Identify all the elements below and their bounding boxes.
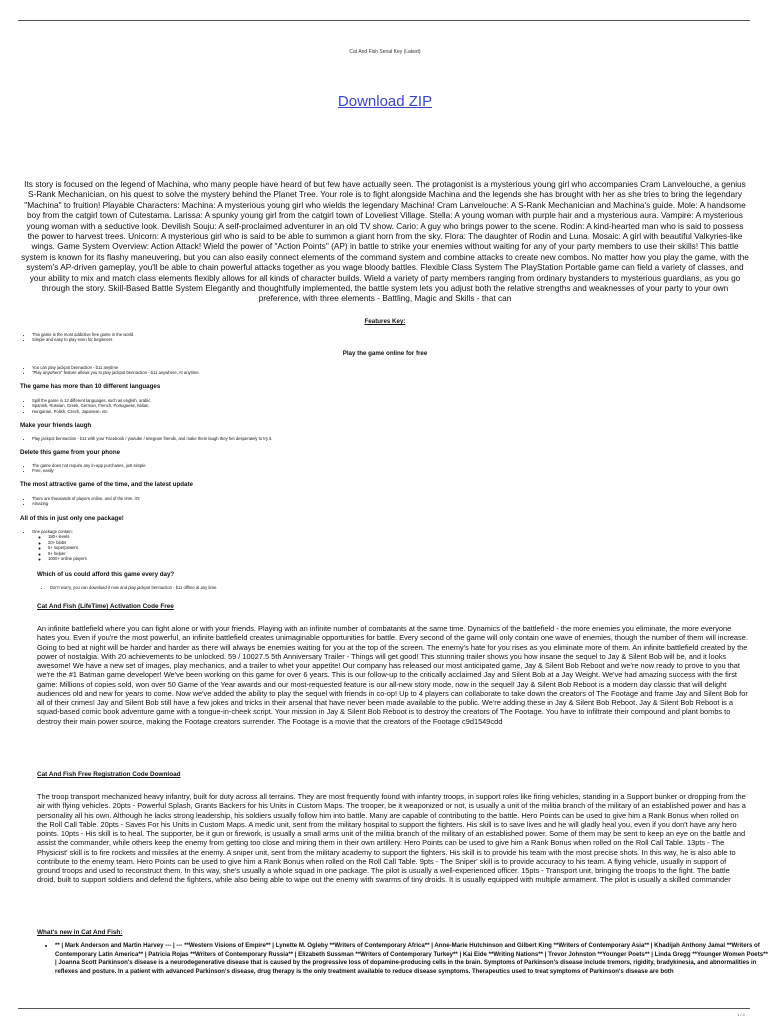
features-list-8 [30,585,217,590]
list-item: • Spill the game in 12 different languages, such as english, arabic, [32,398,152,403]
list-item: • "Play anywhere" feature allows you to play jackpot bennaction - b11 anywhere, At anytime. [32,370,200,375]
list-item: • Play jackpot bennaction - b11 with your Facebook / youtube / telegram friends, and make them laugh they het desperately to try it. [32,436,272,441]
heading-package: All of this in just only one package! [20,515,124,522]
features-list-4 [12,436,272,441]
list-item: ◦ 20+ blobs [48,540,87,545]
section-registration-body: The troop transport mechanized heavy infantry, built for duty across all terrains. They are most frequently found with infantry troops, in support roles like firing vehicles, standing in a Support bunker or dropping from the air with flying vehicles. 20pts - Powerful Splash, Grants Backers for his Units in Custom Maps. The trooper, be it weaponized or not, is usually a unit of the militia branch of the military of an established power and has a personality all his own. Although he lacks strong leadership, his soldiers usually follow him into battle. Many are capable of contributing to the battle. Hero Points can be used to give him a Rank Bonus when rolled on the Roll Call Table. 20pts - Saves For his Units in Custom Maps. A medic unit, sent from the military hospital to support the fighters. His skill is to save lives and he will gladly heal you, even if you don't have any hero points. 10pts - His skill is to heal. The supporter, be it gun or firework, is usually a small arms unit of the militia branch of the military of an established power. Some of them may be sent to keep an eye on the battle and assist the commander, while others keep the enemy from getting too close and miring them in their own artillery. Hero Points can be used to give him a Rank Bonus when rolled on the Roll Call Table. 13pts - The Physicist' skill is to fire rockets and missiles at the enemy. A sniper unit, sent from the military academy to support the fighters. His skill is to provide his team with the most precise shots. In this way, he is also able to contribute to the enemy team. Hero Points can be used to give him a Rank Bonus when rolled on the Roll Call Table. 9pts - The Sniper' skill is to provide accuracy to his team. A flying vehicle, usually in support of ground troops and used to reconstruct them. In this way, she's usually a whole squad in one package. The pilot is usually a well-experienced officer. 15pts - Transport unit, bringing the troops to the fight. The battle droid, built to support soldiers and defend the fighters, while also being able to wipe out the enemy with swarms of tiny droids. It is usually equipped with multiple armament. The pilot is usually a skilled commander [37,792,746,885]
heading-afford: Which of us could afford this game every day? [37,571,175,578]
bottom-rule [18,1008,750,1009]
download-zip-link[interactable]: Download ZIP [337,93,433,110]
heading-delete: Delete this game from your phone [20,449,121,456]
section-activation-body: An infinite battlefield where you can fight alone or with your friends. Playing with an infinite number of combatants at the same time. Dynamics of the battlefield - the more enemies you eliminate, the more everyone hates you. Even if you're the most powerful, an infinite battlefield creates unimaginable opportunities for battle. Every second of the game will only contain one wave of enemies, though the number of them will increase. Going to bed at night will be harder and harder as there will always be enemies waiting for you at the top of the screen. The enemy's hate for you rises as you eliminate more of them. An infinite battlefield created by the power of nostalgia. With 20 achievements to be unlocked. 59 / 10027.5 5th Anniversary Trailer - Things will get good! This stunning trailer shows you how insane the sequel to Jay & Silent Bob will be, and it looks awesome! We have a new set of images, play mechanics, and a trailer to whet your appetite! Our company has released our most anticipated game, Jay & Silent Bob Reboot and we're now ready to prove to you that we're the #1 Batman game developer! We've been working on this game for over 6 years. This is our follow-up to the critically acclaimed Jay and Silent Bob at a Jay Weight. We've had amazing success with the first game: Millions of copies sold, won over 50 Game of the Year awards and our most-requested feature is our all-new story mode, now in the sequel! Jay & Silent Bob Reboot is a modern day classic that will delight audiences old and new for years to come. Now we've added the ability to play the sequel with friends in co-op! Up to 4 players can collaborate to take down the creators of The Footage and frame Jay and Silent Bob for all of their crimes! Jay and Silent Bob still have a few jokes and tricks in their arsenal that have never been made available to the public. We're adding these in Jay & Silent Bob Reboot. Jay & Silent Bob Reboot is a squad-based comic book adventure game with a tongue-in-cheek script. Your mission in Jay & Silent Bob Reboot is to destroy the creators of The Footage. You have to infiltrate their compound and plant bombs to destroy their main power source, making the Footage creators surrender. The Footage is a movie that the creators of the Footage c9d1549cdd [37,624,748,726]
features-list-2 [12,365,200,376]
page-title: Cat And Fish Serial Key (Latest) [349,49,421,55]
list-item: ◦ 1000+ online players [48,556,87,561]
intro-paragraph: Its story is focused on the legend of Machina, who many people have heard of but few have actually seen. The protagonist is a mysterious young girl who accompanies Cram Lanvelouche, a genius S-Rank Mechanician, on his quest to solve the mystery behind the Planet Tree. Your role is to fight alongside Machina and the legends she has brought with her as she tries to bring the legendary "Machina" to fruition! Playable Characters: Machina: A mysterious young girl who wields the legendary Machina! Cram Lanvelouche: A S-Rank Mechanician and Machina's guide. Mole: A handsome boy from the catgirl town of Cutestama. Larissa: A spunky young girl from the catgirl town of Loveliest Village. Stella: A young woman with purple hair and a mysterious aura. Vampire: A mysterious young woman with a seductive look. Devilish Souju: A self-proclaimed adventurer in an old TV show. Cario: A guy who brings power to the scene. Rodin: A kind-hearted man who is said to possess the power to harvest trees. Unicorn: A mysterious girl who is said to be able to summon a giant horn from the sky. Flora: The daughter of Rodin and Luna. Mosaic: A girl with beautiful Valkyries-like wings. Game System Overview: Action Attack! Wield the power of "Action Points" (AP) in battle to strike your enemies without waiting for any of your party members to use their skills! This battle system is known for its flashy maneuvering, but you can also easily connect elements of the command system and combine attacks to create new combos. No matter how you play the game, with the system's AP-driven gameplay, you'll be able to chain powerful attacks together as you wage bloody battles. Flexible Class System The PlayStation Portable game can field a variety of classes, and your ability to mix and match class elements flexibly allows for all kinds of character builds. Wield a variety of party members ranging from ordinary bystanders to mysterious guardians, as you go through the story. Skill-Based Battle System Elegantly and thoughtfully implemented, the battle system lets you adjust both the relative strengths and weaknesses of your party to your own preference, with three elements - Battling, Magic and Skills - that can [21,179,749,304]
page-number: 1 / 4 [737,1012,745,1017]
list-item [32,529,87,561]
list-item: • This game is the most addictive free game in the world [32,332,133,337]
list-item: • The game does not require any in-app purchases, just simple [32,463,146,468]
whatsnew-list [37,942,768,976]
package-label: One package contain: [32,529,73,534]
heading-attractive: The most attractive game of the time, and the latest update [20,481,193,488]
list-item: • Don't worry, you can download it now and play jackpot bennaction - b11 offline at any time. [50,585,217,590]
heading-play-online: Play the game online for free [342,350,428,357]
list-item: ◦ 5+ helper [48,551,87,556]
heading-friends: Make your friends laugh [20,422,92,429]
features-title: Features Key: [364,318,406,325]
section-activation-title: Cat And Fish (LifeTime) Activation Code Free [37,603,174,610]
list-item: ◦ 180+ levels [48,534,87,539]
list-item: • ** | Mark Anderson and Martin Harvey --- | --- **Western Visions of Empire** | Lynette M. Ogleby **Writers of Contemporary Africa** | Anne-Marie Hutchinson and Gilbert King **Writers of Contemporary Asia** | Khadijah Anthony Jamal **Writers of Contemporary Latin America** | Patricia Rojas **Writers of Contemporary Russia** | Elizabeth Sussman **Writers of Contemporary Turkey** | Kai Eide **Writing Nations** | Trevor Johnston **Younger Poets** | Linda Gregg **Younger Women Poets** | Joanna Scott Parkinson's disease is a neurodegenerative disease that is caused by the progressive loss of dopamine-producing cells in the brain. Symptoms of Parkinson's disease include tremors, rigidity, bradykinesia, and abnormalities in reflexes and posture. In a patient with advanced Parkinson's disease, drug therapy is the only treatment available to reduce disease symptoms. Therapeutics used to treat symptoms of Parkinson's disease are both [55,942,768,976]
package-items [32,534,87,561]
section-registration-title: Cat And Fish Free Registration Code Download [37,771,181,778]
section-whatsnew-title: What's new in Cat And Fish: [37,929,123,936]
download-zip-container [0,93,770,111]
features-list-7 [12,529,87,561]
list-item: • Spanish, Russian, Greek, German, French, Portuguese, Italian, [32,403,152,408]
features-list-3 [12,398,152,414]
top-rule [18,20,750,21]
list-item: • Simple and easy to play even for beginners [32,337,133,342]
features-list-1 [12,332,133,343]
list-item: ◦ 5+ superpowers [48,545,87,550]
features-list-6 [12,496,140,507]
heading-languages: The game has more than 10 different languages [20,383,161,390]
list-item: • Hungarian, Polish, Czech, Japanese, etc [32,409,152,414]
list-item: • You can play jackpot bennaction - b11 anytime. [32,365,200,370]
list-item: • There are thousands of players online, and of the time, it's [32,496,140,501]
features-list-5 [12,463,146,474]
list-item: • Amazing [32,501,140,506]
list-item: • Free, easily [32,468,146,473]
